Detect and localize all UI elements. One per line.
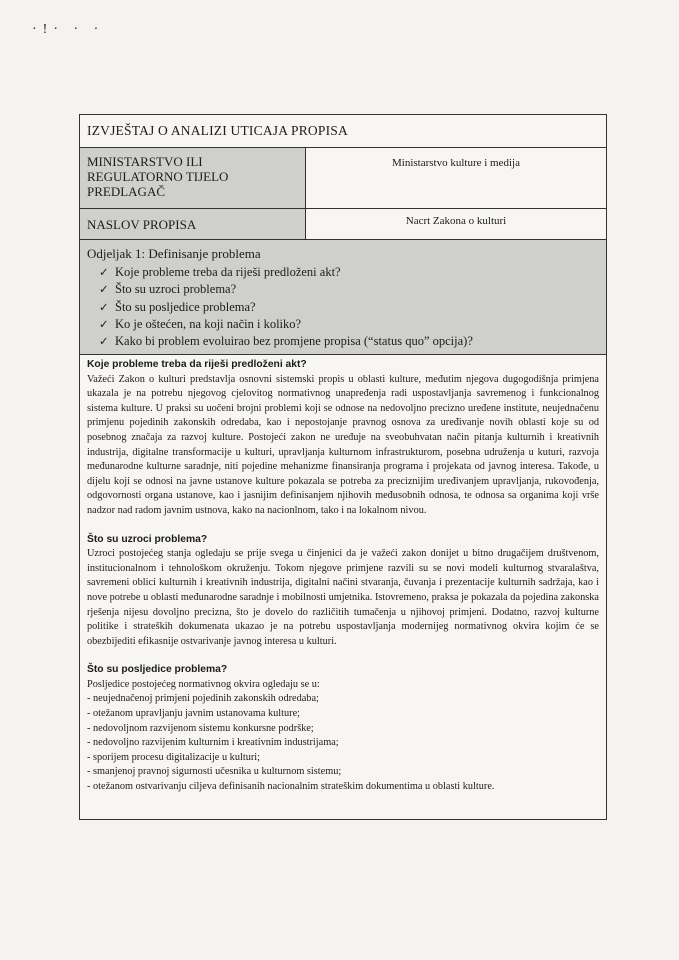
ministry-value: Ministarstvo kulture i medija (391, 157, 520, 169)
q1-title: Koje probleme treba da riješi predloženi akt? (87, 359, 307, 370)
report-form (79, 114, 607, 820)
checklist-item: ✓ Kako bi problem evoluirao bez promjene propisa (“status quo” opcija)? (115, 333, 599, 350)
q2-text: Uzroci postojećeg stanja ogledaju se prije svega u činjenici da je važeći zakon donijet u bitno drugačijem društvenom, institucionalnom i tehnološkom okruženju. Tokom njegove primjene razvili su se novi modeli kulturnog stvaralaštva, savremeni oblici kulturnih i kreativnih industrija, digitalni načini stvaranja, čuvanja i prezentacije kulturnih sadržaja, kao i nove potrebe u oblasti međunarodne saradnje i mobilnosti umjetnika. Istovremeno, praksa je pokazala da pojedina zakonska rješenja nijesu dovoljno precizna, što je dovelo do različitih tumačenja u njihovoj primjeni. Dodatno, razvoj kulturne politike i strateških dokumenata ukazao je na potrebu uspostavljanja modernijeg normativnog okvira kojim će se obezbijediti efikasnije ostvarivanje javnog interesa u kulturi. (87, 548, 599, 647)
section-1-header (80, 240, 606, 355)
list-item: - sporijem procesu digitalizacije u kulturi; (87, 751, 260, 763)
checklist-item: ✓ Koje probleme treba da riješi predloženi akt? (115, 264, 599, 281)
checkmark-icon: ✓ (99, 299, 109, 314)
checkmark-icon: ✓ (99, 334, 109, 349)
checkmark-icon: ✓ (99, 282, 109, 297)
checkmark-icon: ✓ (99, 316, 109, 331)
list-item: - otežanom ostvarivanju ciljeva definisanih nacionalnim strateškim dokumentima u oblasti kulture. (87, 781, 495, 793)
ministry-row (80, 148, 606, 209)
checklist-item: ✓ Što su posljedice problema? (115, 299, 599, 316)
list-item: - nedovoljno razvijenim kulturnim i kreativnim industrijama; (87, 737, 339, 749)
naslov-value: Nacrt Zakona o kulturi (405, 215, 507, 227)
naslov-label: NASLOV PROPISA (80, 209, 306, 239)
list-item: - neujednačenoj primjeni pojedinih zakonskih odredaba; (87, 693, 319, 705)
list-item: - nedovoljnom razvijenom sistemu konkursne podrške; (87, 722, 314, 734)
ministry-label: MINISTARSTVO ILI REGULATORNO TIJELO PREDLAGAČ (80, 148, 306, 208)
question-checklist (87, 264, 599, 350)
section-1-heading: Odjeljak 1: Definisanje problema (87, 246, 261, 261)
q3-intro: Posljedice postojećeg normativnog okvira ogledaju se u: (87, 678, 320, 690)
q3-title: Što su posljedice problema? (87, 664, 228, 676)
report-title: IZVJEŠTAJ O ANALIZI UTICAJA PROPISA (80, 115, 606, 148)
naslov-row (80, 209, 606, 240)
scan-marks: ·!· · · (32, 22, 105, 37)
q2-title: Što su uzroci problema? (87, 533, 208, 545)
checklist-item: ✓ Što su uzroci problema? (115, 281, 599, 298)
list-item: - smanjenoj pravnoj sigurnosti učesnika u kulturnom sistemu; (87, 766, 342, 778)
section-1-body (80, 355, 606, 795)
checklist-item: ✓ Ko je oštećen, na koji način i koliko? (115, 316, 599, 333)
list-item: - otežanom upravljanju javnim ustanovama kulture; (87, 708, 301, 720)
consequences-list (87, 678, 599, 795)
checkmark-icon: ✓ (99, 265, 109, 279)
q1-text: Važeći Zakon o kulturi predstavlja osnovni sistemski propis u oblasti kulture, međutim njegova dugogodišnja primjena ukazala je na potrebu njegovog cjelovitog normativnog unapređenja radi uspostavljanja savremenog i funkcionalnog sistema kulture. U praksi su uočeni brojni problemi koji se odnose na nedovoljno precizno uređene institute, neujednačenu primjenu pojedinih zakonskih odredaba, kao i nepostojanje pravnog osnova za uređivanje novih oblasti koje su od posebnog značaja za razvoj kulture. Postojeći zakon ne uređuje na sveobuhvatan način pitanja kulturnih i kreativnih industrija, digitalne transformacije u kulturi, upravljanja kulturnom infrastrukturom, posebna udruženja u kuturi, razvoja međunarodne kulturne saradnje, niti pojedine mehanizme finansiranja programa i projekata od javnog interesa. Takođe, u dijelu koji se odnosi na javne ustanove kulture pokazala se potreba za preciznijim uređivanjem upravljanja, rukovođenja, odgovornosti organa ustanove, kao i jasnijim definisanjem njihovih međusobnih odnosa, te odnosa sa organima koji vrše nadzor nad radom javnim ustnova, kako na nacionlnom, tako i na lokalnom nivou. (87, 373, 599, 516)
